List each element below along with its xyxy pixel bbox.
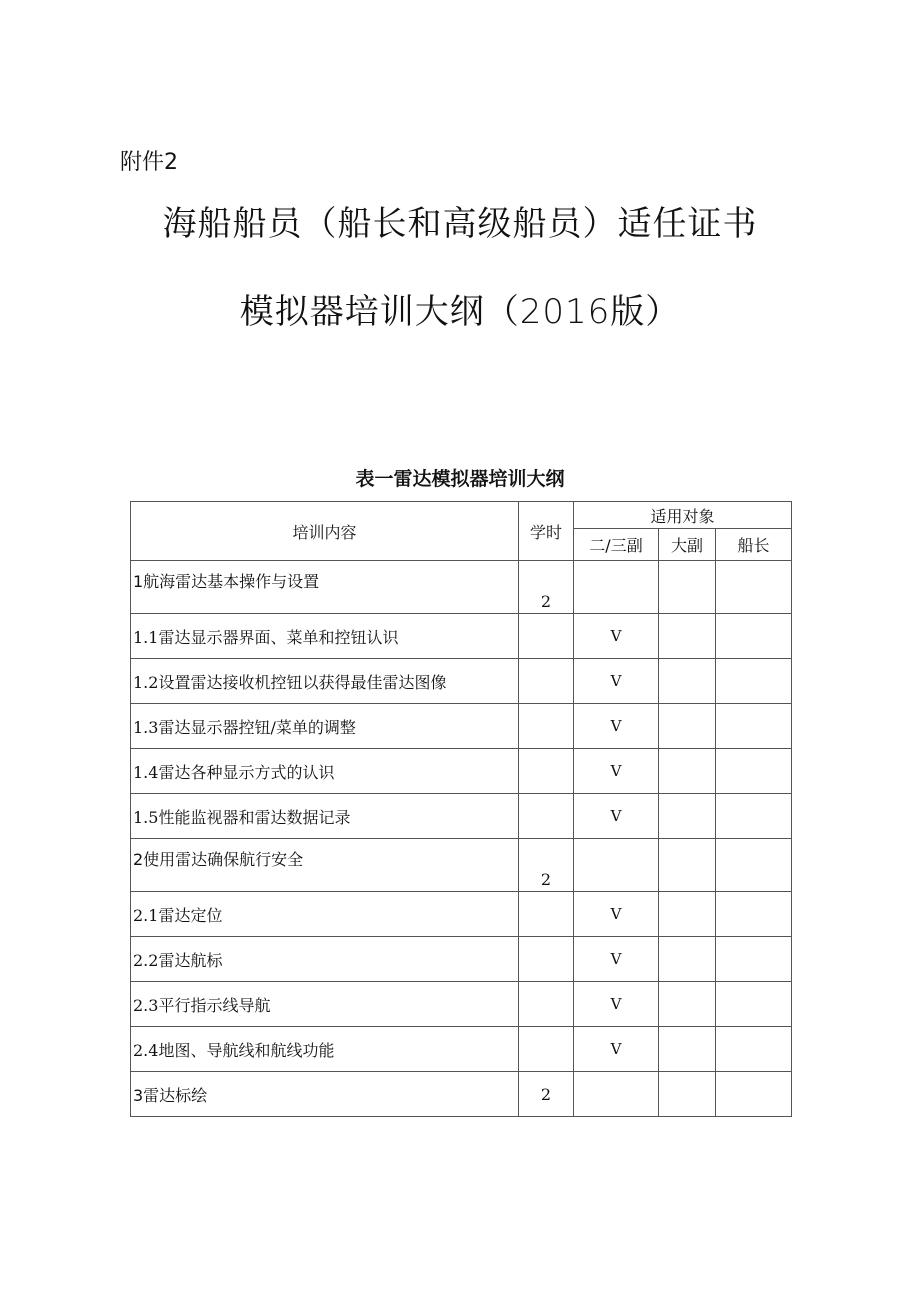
item-text: 2.1雷达定位 xyxy=(131,892,519,937)
section-hours: 2 xyxy=(519,1072,574,1117)
table-row xyxy=(131,982,792,1027)
section-hours: 2 xyxy=(519,839,574,892)
table-row xyxy=(131,704,792,749)
applicable-mark: V xyxy=(574,659,659,704)
applicable-mark: V xyxy=(574,749,659,794)
header-applicable: 适用对象 xyxy=(574,502,792,529)
section-title: 1航海雷达基本操作与设置 xyxy=(131,561,519,614)
header-second-third-mate: 二/三副 xyxy=(574,529,659,561)
header-chief-mate: 大副 xyxy=(659,529,716,561)
table-row xyxy=(131,614,792,659)
table-row xyxy=(131,749,792,794)
document-title-line1: 海船船员（船长和高级船员）适任证书 xyxy=(162,204,758,244)
applicable-mark: V xyxy=(574,614,659,659)
section-title: 2使用雷达确保航行安全 xyxy=(131,839,519,892)
table-row-section xyxy=(131,839,792,892)
document-title-line2: 模拟器培训大纲（2016版） xyxy=(239,292,681,332)
attachment-label: 附件2 xyxy=(120,150,178,175)
header-content: 培训内容 xyxy=(131,502,519,561)
item-text: 1.1雷达显示器界面、菜单和控钮认识 xyxy=(131,614,519,659)
header-hours: 学时 xyxy=(519,502,574,561)
section-hours: 2 xyxy=(519,561,574,614)
applicable-mark: V xyxy=(574,982,659,1027)
table-row xyxy=(131,937,792,982)
item-text: 1.2设置雷达接收机控钮以获得最佳雷达图像 xyxy=(131,659,519,704)
applicable-mark: V xyxy=(574,937,659,982)
item-text: 2.4地图、导航线和航线功能 xyxy=(131,1027,519,1072)
syllabus-table xyxy=(130,501,792,1117)
table-caption: 表一雷达模拟器培训大纲 xyxy=(355,468,565,490)
table-row xyxy=(131,794,792,839)
item-text: 2.3平行指示线导航 xyxy=(131,982,519,1027)
applicable-mark: V xyxy=(574,794,659,839)
item-text: 1.5性能监视器和雷达数据记录 xyxy=(131,794,519,839)
table-row-section xyxy=(131,1072,792,1117)
applicable-mark: V xyxy=(574,892,659,937)
header-captain: 船长 xyxy=(716,529,792,561)
applicable-mark: V xyxy=(574,1027,659,1072)
table-row xyxy=(131,892,792,937)
table-row-section xyxy=(131,561,792,614)
item-text: 1.4雷达各种显示方式的认识 xyxy=(131,749,519,794)
applicable-mark: V xyxy=(574,704,659,749)
table-row xyxy=(131,1027,792,1072)
table-row xyxy=(131,659,792,704)
item-text: 1.3雷达显示器控钮/菜单的调整 xyxy=(131,704,519,749)
section-title: 3雷达标绘 xyxy=(131,1072,519,1117)
item-text: 2.2雷达航标 xyxy=(131,937,519,982)
